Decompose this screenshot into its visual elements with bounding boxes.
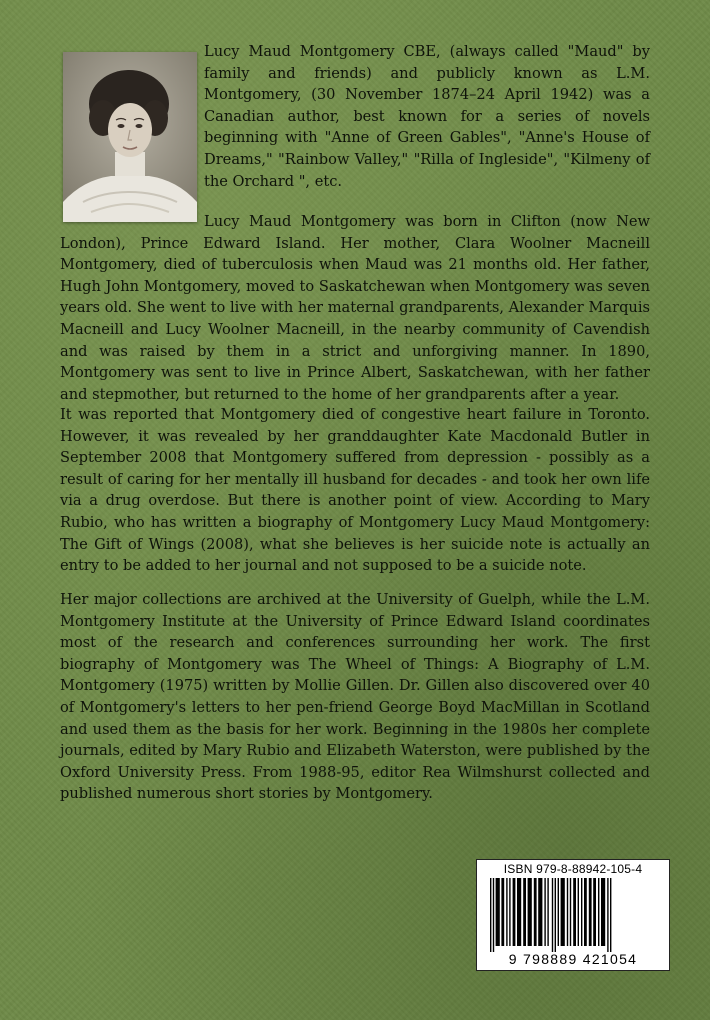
bio-paragraph-death: It was reported that Montgomery died of congestive heart failure in Toronto. However, it was revealed by her granddaughter Kate Macdonald Butler in September 2008 that Montgomery suffered from depression - possibly as a result of caring for her mentally ill husband for decades - and took her own life via a drug overdose. But there is another point of view. According to Mary Rubio, who has written a biography of Montgomery Lucy Maud Montgomery: The Gift of Wings (2008), what she believes is her suicide note is actually an entry to be added to her journal and not supposed to be a suicide note. <box>60 406 650 575</box>
ean-digits: 9 798889 421054 <box>508 951 638 967</box>
isbn-barcode <box>476 859 670 971</box>
photo-wrap-spacer <box>60 211 204 233</box>
isbn-label: ISBN 979-8-88942-105-4 <box>503 862 643 876</box>
author-portrait <box>63 52 197 222</box>
bio-paragraph-intro: Lucy Maud Montgomery CBE, (always called "Maud" by family and friends) and publicly known as L.M. Montgomery, (30 November 1874–24 April 1942) was a Canadian author, best known for a series of novels beginning with "Anne of Green Gables", "Anne's House of Dreams," "Rainbow Valley," "Rilla of Ingleside", "Kilmeny of the Orchard ", etc. <box>204 43 650 190</box>
bio-paragraph-early-life-text: Lucy Maud Montgomery was born in Clifton (now New London), Prince Edward Island. Her mother, Clara Woolner Macneill Montgomery, died of tuberculosis when Maud was 21 months old. Her father, Hugh John Montgomery, moved to Saskatchewan when Montgomery was seven years old. She went to live with her maternal grandparents, Alexander Marquis Macneill and Lucy Woolner Macneill, in the nearby community of Cavendish and was raised by them in a strict and unforgiving manner. In 1890, Montgomery was sent to live in Prince Albert, Saskatchewan, with her father and stepmother, but returned to the home of her grandparents after a year. <box>60 213 650 403</box>
barcode-bars <box>486 878 662 952</box>
bio-paragraph-legacy: Her major collections are archived at the University of Guelph, while the L.M. Montgomery Institute at the University of Prince Edward Island coordinates most of the research and conferences surrounding her work. The first biography of Montgomery was The Wheel of Things: A Biography of L.M. Montgomery (1975) written by Mollie Gillen. Dr. Gillen also discovered over 40 of Montgomery's letters to her pen-friend George Boyd MacMillan in Scotland and used them as the basis for her work. Beginning in the 1980s her complete journals, edited by Mary Rubio and Elizabeth Waterston, were published by the Oxford University Press. From 1988-95, editor Rea Wilmshurst collected and published numerous short stories by Montgomery. <box>60 591 650 803</box>
bio-paragraph-early-life <box>60 211 650 405</box>
